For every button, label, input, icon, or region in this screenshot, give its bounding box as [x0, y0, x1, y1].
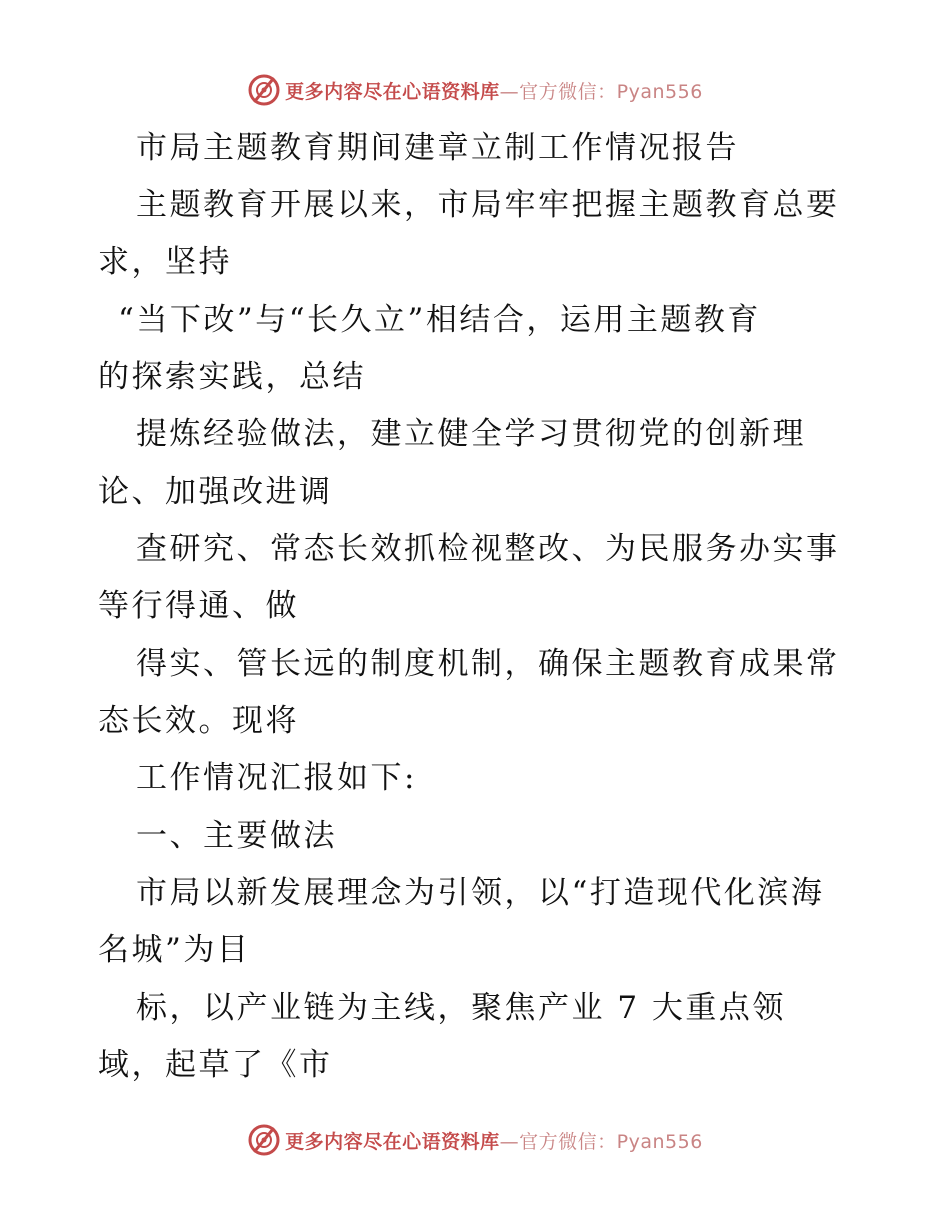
paragraph-line: 求，坚持 [98, 244, 232, 280]
paragraph-line: 提炼经验做法，建立健全学习贯彻党的创新理 [136, 416, 806, 452]
watermark-text [285, 77, 703, 104]
paragraph-line: 的探索实践，总结 [98, 359, 366, 395]
paragraph-line: 得实、管长远的制度机制，确保主题教育成果常 [136, 646, 840, 682]
watermark-wechat: 官方微信：Pyan556 [519, 80, 703, 103]
paragraph-line: “当下改”与“长久立”相结合，运用主题教育 [118, 302, 761, 338]
paragraph-line: 域，起草了《市 [98, 1047, 333, 1083]
watermark-group [247, 73, 703, 107]
paragraph-line: 查研究、常态长效抓检视整改、为民服务办实事 [136, 531, 840, 567]
watermark-dash: — [499, 80, 520, 103]
watermark-main: 更多内容尽在心语资料库 [285, 80, 500, 103]
watermark-main: 更多内容尽在心语资料库 [285, 1130, 500, 1153]
paragraph-line: 名城”为目 [98, 932, 251, 968]
logo-icon [247, 73, 281, 107]
paragraph-line: 态长效。现将 [98, 703, 299, 739]
watermark-wechat: 官方微信：Pyan556 [519, 1130, 703, 1153]
section-heading: 一、主要做法 [136, 818, 337, 854]
paragraph-line: 工作情况汇报如下: [136, 760, 417, 796]
footer-watermark [0, 1120, 950, 1160]
paragraph-line: 标，以产业链为主线，聚焦产业 7 大重点领 [136, 990, 786, 1026]
header-watermark [0, 70, 950, 110]
watermark-dash: — [499, 1130, 520, 1153]
logo-icon [247, 1123, 281, 1157]
paragraph-line: 市局以新发展理念为引领，以“打造现代化滨海 [136, 875, 825, 911]
document-title: 市局主题教育期间建章立制工作情况报告 [136, 130, 739, 166]
watermark-text [285, 1127, 703, 1154]
watermark-group [247, 1123, 703, 1157]
paragraph-line: 主题教育开展以来，市局牢牢把握主题教育总要 [136, 187, 840, 223]
paragraph-line: 论、加强改进调 [98, 474, 333, 510]
paragraph-line: 等行得通、做 [98, 588, 299, 624]
